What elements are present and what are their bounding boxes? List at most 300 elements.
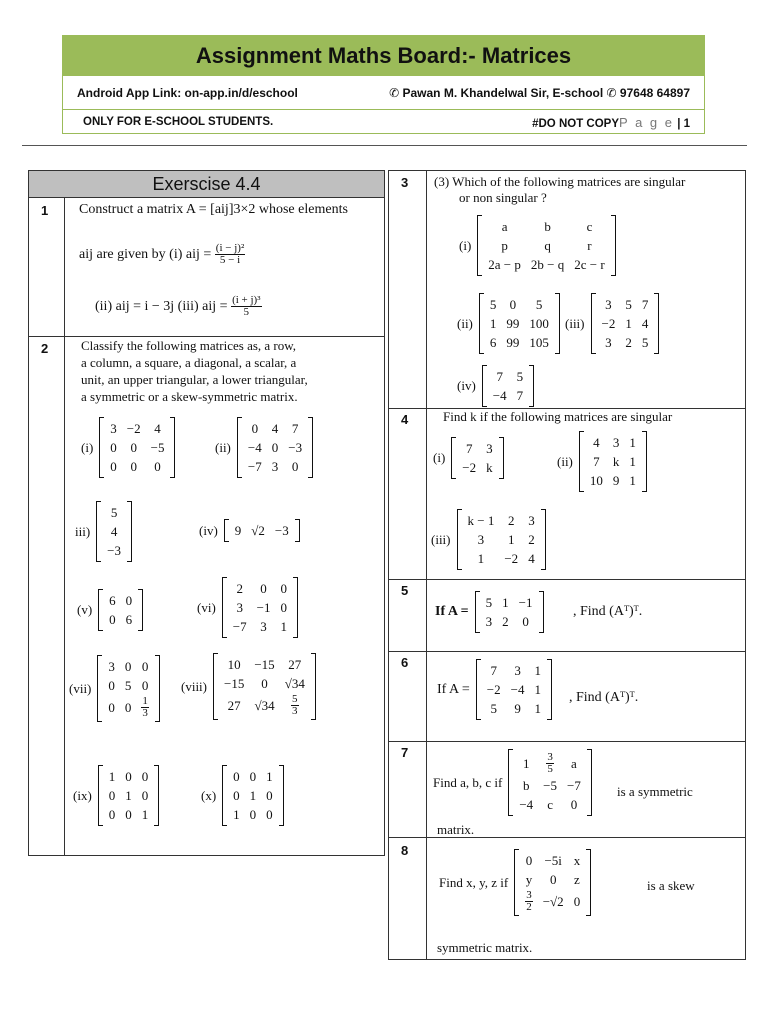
matrix-cell: 5 xyxy=(516,369,524,384)
matrix-row xyxy=(488,367,528,386)
matrix-cell: 0 xyxy=(125,593,133,608)
matrix-cell: 99 xyxy=(506,335,520,350)
matrix-cell: −15 xyxy=(254,657,275,672)
matrix-cell: 0 xyxy=(266,807,273,822)
matrix-cell: 1 xyxy=(502,595,509,610)
q4-matrix: (i) 7 3 −2 k xyxy=(433,437,504,479)
matrix-row xyxy=(105,419,169,438)
q2-text-1: Classify the following matrices as, a row, xyxy=(81,338,297,353)
q3-line2: or non singular ? xyxy=(459,190,547,205)
matrix-cell: 4 xyxy=(528,551,535,566)
notice-text: ONLY FOR E-SCHOOL STUDENTS. xyxy=(83,116,274,128)
phone-icon: ✆ xyxy=(389,85,403,100)
matrix-cell: 100 xyxy=(529,316,549,331)
matrix-brackets xyxy=(508,749,592,816)
matrix-cell: 0 xyxy=(233,769,240,784)
matrix-cell: 4 xyxy=(110,524,118,539)
q4-matrix: (ii) 4 3 1 7 k 1 10 9 1 xyxy=(557,431,647,492)
matrix-cell: 1 xyxy=(629,435,636,450)
q2-text-4: a symmetric or a skew-symmetric matrix. xyxy=(81,389,298,404)
matrix-row xyxy=(102,522,126,541)
matrix-cell: 0 xyxy=(124,700,132,715)
matrix-cell: 9 xyxy=(234,523,242,538)
matrix-cell: −2 xyxy=(601,316,616,331)
matrix-cell: 0 xyxy=(130,440,137,455)
matrix-cell: b xyxy=(523,778,530,793)
fraction: $\frac{\text{(i − j)²}}{5 - i}$ xyxy=(215,242,245,266)
left-question-table xyxy=(28,170,385,856)
matrix-row xyxy=(597,295,654,314)
matrix-cell: 7 xyxy=(490,663,497,678)
matrix-cell: 1 xyxy=(625,316,632,331)
q2-matrix: (vii) 3 0 0 0 5 0 0 0 $\frac{1}{3}$ xyxy=(69,655,160,722)
matrix-brackets xyxy=(96,501,132,562)
matrix-cell: 7 xyxy=(641,297,649,312)
matrix-row xyxy=(243,438,307,457)
matrix-cell: 6 xyxy=(125,612,133,627)
row-divider xyxy=(389,651,745,652)
matrix-row xyxy=(585,471,641,490)
matrix-cell: a xyxy=(571,756,577,771)
q2-matrix: (iv) 9 √2 −3 xyxy=(199,519,300,542)
matrix-cell: 0 xyxy=(249,769,257,784)
q2-matrix: (ix) 1 0 0 0 1 0 0 0 1 xyxy=(73,765,159,826)
matrix-row xyxy=(103,657,154,676)
matrix-cell: 0 xyxy=(141,769,149,784)
matrix-row xyxy=(457,458,497,477)
q1-line3: (ii) aij = i − 3j (iii) aij = $\frac{\text{(i + j)³}}{5}$ xyxy=(95,294,261,318)
header-divider xyxy=(22,145,747,146)
matrix-cell: 10 xyxy=(227,657,241,672)
matrix-cell: 105 xyxy=(529,335,549,350)
matrix-cell: 0 xyxy=(261,676,268,691)
matrix-cell: 5 xyxy=(625,297,632,312)
matrix-brackets xyxy=(224,519,300,542)
q3-matrix: (i) a b c p q r 2a − p 2b − q 2c − r xyxy=(459,215,616,276)
matrix-brackets xyxy=(451,437,503,479)
matrix-row xyxy=(104,591,137,610)
matrix-cell: 0 xyxy=(233,788,240,803)
matrix-cell: 0 xyxy=(549,872,557,887)
column-divider xyxy=(426,171,427,959)
q2-matrix: (vi) 2 0 0 3 −1 0 −7 3 1 xyxy=(197,577,298,638)
matrix-cell: 7 xyxy=(465,441,473,456)
matrix-cell: 0 xyxy=(141,678,149,693)
matrix-cell: 5 xyxy=(489,297,497,312)
header-box xyxy=(62,35,705,134)
q3-line1: (3) Which of the following matrices are singular xyxy=(434,174,686,189)
q2-matrix: (i) 3 −2 4 0 0 −5 0 0 0 xyxy=(81,417,175,478)
matrix-row xyxy=(102,503,126,522)
matrix-cell: 1 xyxy=(534,663,541,678)
matrix-cell: 1 xyxy=(280,619,287,634)
matrix-row xyxy=(483,217,609,236)
matrix-cell: 0 xyxy=(251,421,259,436)
matrix-cell: −2 xyxy=(462,460,477,475)
q1-line2: aij are given by (i) aij = $\frac{\text{(i − j)²}}{5 - i}$ xyxy=(79,242,245,266)
matrix-cell: √34 xyxy=(254,698,275,713)
matrix-row xyxy=(514,751,586,776)
matrix-cell: −√2 xyxy=(542,894,564,909)
q8-matrix: Find x, y, z if 0 −5i x y 0 z $\frac{3}{2}$ −√2 0 xyxy=(439,849,591,916)
question-number: 3 xyxy=(401,175,409,190)
matrix-cell: 3 xyxy=(477,532,485,547)
matrix-cell: 1 xyxy=(108,769,116,784)
matrix-cell: 0 xyxy=(108,700,115,715)
page-number: | 1 xyxy=(677,117,690,130)
matrix-cell: −5i xyxy=(544,853,562,868)
question-number: 7 xyxy=(401,745,409,760)
matrix-cell: −2 xyxy=(486,682,501,697)
matrix-cell: 0 xyxy=(154,459,161,474)
question-number: 8 xyxy=(401,843,409,858)
matrix-cell: 5 xyxy=(110,505,118,520)
matrix-row xyxy=(463,549,540,568)
q4-text: Find k if the following matrices are singular xyxy=(443,409,673,424)
q6-post: , Find (Aᵀ)ᵀ. xyxy=(569,690,639,705)
question-number: 5 xyxy=(401,583,409,598)
q7-post: is a symmetric xyxy=(617,784,693,799)
row-divider xyxy=(389,741,745,742)
q8-post2: symmetric matrix. xyxy=(437,940,533,955)
matrix-cell: 0 xyxy=(110,440,117,455)
matrix-cell: k xyxy=(612,454,620,469)
copy-notice: #DO NOT COPYP a g e | 1 xyxy=(532,114,690,130)
matrix-cell: $\frac{1}{3}$ xyxy=(142,695,148,719)
matrix-cell: 1 xyxy=(534,682,541,697)
matrix-cell: y xyxy=(525,872,533,887)
matrix-row xyxy=(463,511,540,530)
matrix-row xyxy=(228,767,278,786)
matrix-brackets xyxy=(222,577,298,638)
matrix-cell: 3 xyxy=(612,435,620,450)
matrix-cell: 1 xyxy=(489,316,497,331)
matrix-row xyxy=(104,767,154,786)
matrix-brackets xyxy=(457,509,546,570)
question-number: 4 xyxy=(401,412,409,427)
matrix-row xyxy=(102,541,126,560)
matrix-cell: 3 xyxy=(514,663,521,678)
matrix-cell: 2a − p xyxy=(488,257,521,272)
matrix-row xyxy=(105,457,169,476)
matrix-cell: c xyxy=(547,797,553,812)
matrix-cell: 0 xyxy=(570,797,578,812)
matrix-cell: 0 xyxy=(573,894,581,909)
matrix-cell: −4 xyxy=(510,682,525,697)
matrix-cell: 5 xyxy=(490,701,497,716)
matrix-cell: 1 xyxy=(233,807,240,822)
matrix-cell: −4 xyxy=(247,440,262,455)
matrix-cell: 0 xyxy=(108,678,115,693)
header-info-row xyxy=(63,76,704,110)
matrix-cell: 1 xyxy=(249,788,257,803)
matrix-cell: 1 xyxy=(141,807,149,822)
matrix-cell: 1 xyxy=(629,454,636,469)
matrix-cell: z xyxy=(574,872,580,887)
matrix-cell: 0 xyxy=(109,612,116,627)
matrix-cell: 3 xyxy=(486,441,493,456)
matrix-cell: 0 xyxy=(260,581,267,596)
matrix-cell: 4 xyxy=(641,316,649,331)
column-divider xyxy=(64,197,65,855)
matrix-brackets xyxy=(222,765,284,826)
matrix-cell: $\frac{5}{3}$ xyxy=(292,693,298,717)
matrix-cell: −7 xyxy=(247,459,262,474)
matrix-cell: 7 xyxy=(291,421,299,436)
matrix-row xyxy=(585,452,641,471)
matrix-brackets xyxy=(98,589,143,631)
matrix-row xyxy=(104,786,154,805)
matrix-cell: √34 xyxy=(284,676,305,691)
matrix-cell: 1 xyxy=(629,473,636,488)
matrix-cell: 0 xyxy=(266,788,273,803)
matrix-row xyxy=(219,655,310,674)
matrix-cell: 0 xyxy=(141,788,149,803)
matrix-brackets xyxy=(213,653,316,720)
matrix-row xyxy=(482,661,546,680)
matrix-row xyxy=(481,593,538,612)
q2-text-2: a column, a square, a diagonal, a scalar, a xyxy=(81,355,297,370)
matrix-row xyxy=(219,674,310,693)
matrix-cell: √2 xyxy=(251,523,265,538)
matrix-row xyxy=(104,610,137,629)
page-word: P a g e xyxy=(619,114,674,130)
matrix-cell: 3 xyxy=(260,619,267,634)
matrix-cell: 9 xyxy=(514,701,521,716)
matrix-cell: −3 xyxy=(288,440,303,455)
matrix-cell: 0 xyxy=(249,807,257,822)
matrix-brackets xyxy=(514,849,591,916)
matrix-cell: 3 xyxy=(110,421,117,436)
matrix-cell: 0 xyxy=(141,659,149,674)
question-number: 2 xyxy=(41,341,49,356)
matrix-cell: b xyxy=(544,219,551,234)
q6-matrix: If A = 7 3 1 −2 −4 1 5 9 1 xyxy=(437,659,552,720)
matrix-row xyxy=(482,680,546,699)
matrix-cell: 7 xyxy=(516,388,524,403)
q7-post2: matrix. xyxy=(437,822,475,837)
matrix-row xyxy=(520,851,585,870)
matrix-row xyxy=(485,314,554,333)
matrix-cell: 0 xyxy=(110,459,117,474)
exercise-title: Exerscise 4.4 xyxy=(29,171,384,198)
matrix-cell: 0 xyxy=(525,853,533,868)
matrix-row xyxy=(103,676,154,695)
q1-line1: Construct a matrix A = [aij]3×2 whose elements xyxy=(79,202,348,217)
right-question-table xyxy=(388,170,746,960)
matrix-cell: −5 xyxy=(150,440,165,455)
matrix-cell: −7 xyxy=(567,778,581,793)
question-number: 1 xyxy=(41,203,49,218)
page-title: Assignment Maths Board:- Matrices xyxy=(63,36,704,76)
q2-text-3: unit, an upper triangular, a lower triangular, xyxy=(81,372,308,387)
matrix-cell: $\frac{3}{5}$ xyxy=(547,751,553,775)
q8-post: is a skew xyxy=(647,878,695,893)
matrix-brackets xyxy=(479,293,560,354)
matrix-cell: 0 xyxy=(108,788,116,803)
matrix-cell: 2 xyxy=(528,532,535,547)
matrix-cell: c xyxy=(586,219,593,234)
q4-matrix: (iii) k − 1 2 3 3 1 2 1 −2 4 xyxy=(431,509,546,570)
matrix-cell: 0 xyxy=(280,600,287,615)
matrix-brackets xyxy=(98,765,160,826)
matrix-row xyxy=(520,889,585,914)
matrix-brackets xyxy=(579,431,647,492)
matrix-row xyxy=(228,617,292,636)
fraction: $\frac{\text{(i + j)³}}{5}$ xyxy=(232,294,261,318)
matrix-cell: 3 xyxy=(236,600,243,615)
question-number: 6 xyxy=(401,655,409,670)
matrix-row xyxy=(228,786,278,805)
matrix-cell: 1 xyxy=(477,551,485,566)
matrix-cell: 27 xyxy=(288,657,302,672)
matrix-row xyxy=(514,795,586,814)
q3-matrix: (iii) 3 5 7 −2 1 4 3 2 5 xyxy=(565,293,659,354)
matrix-cell: 2 xyxy=(502,614,509,629)
matrix-cell: 0 xyxy=(108,807,116,822)
q3-matrix: (ii) 5 0 5 1 99 100 6 99 105 xyxy=(457,293,560,354)
matrix-cell: 2 xyxy=(625,335,632,350)
matrix-cell: 0 xyxy=(124,659,132,674)
matrix-cell: q xyxy=(544,238,551,253)
matrix-cell: k − 1 xyxy=(467,513,495,528)
matrix-cell: 2 xyxy=(236,581,243,596)
matrix-cell: 9 xyxy=(612,473,620,488)
matrix-row xyxy=(103,695,154,720)
matrix-cell: −3 xyxy=(107,543,122,558)
matrix-cell: 4 xyxy=(593,435,600,450)
matrix-cell: −5 xyxy=(543,778,558,793)
q2-matrix: iii) 5 4 −3 xyxy=(75,501,132,562)
matrix-cell: 1 xyxy=(534,701,541,716)
matrix-row xyxy=(483,236,609,255)
matrix-cell: 0 xyxy=(522,614,529,629)
matrix-row xyxy=(597,314,654,333)
matrix-cell: x xyxy=(573,853,581,868)
matrix-cell: −4 xyxy=(519,797,534,812)
matrix-row xyxy=(463,530,540,549)
row-divider xyxy=(389,579,745,580)
matrix-row xyxy=(243,419,307,438)
matrix-cell: 0 xyxy=(271,440,279,455)
matrix-brackets xyxy=(482,365,534,407)
matrix-cell: 3 xyxy=(605,335,612,350)
matrix-cell: 1 xyxy=(508,532,515,547)
author-info: ✆ Pawan M. Khandelwal Sir, E-school ✆ 97648 64897 xyxy=(389,85,690,100)
matrix-cell: 10 xyxy=(589,473,603,488)
matrix-cell: 7 xyxy=(496,369,503,384)
matrix-row xyxy=(228,598,292,617)
matrix-cell: r xyxy=(587,238,592,253)
matrix-cell: 7 xyxy=(593,454,600,469)
matrix-row xyxy=(481,612,538,631)
matrix-cell: 3 xyxy=(485,614,493,629)
matrix-cell: 3 xyxy=(108,659,115,674)
q2-matrix: (v) 6 0 0 6 xyxy=(77,589,143,631)
matrix-cell: 5 xyxy=(124,678,132,693)
matrix-cell: 2c − r xyxy=(574,257,605,272)
q7-matrix: Find a, b, c if 1 $\frac{3}{5}$ a b −5 −7 −4 c 0 xyxy=(433,749,592,816)
matrix-cell: $\frac{3}{2}$ xyxy=(526,889,532,913)
matrix-row xyxy=(597,333,654,352)
matrix-cell: −2 xyxy=(504,551,519,566)
q5-matrix: If A = 5 1 −1 3 2 0 xyxy=(435,591,544,633)
matrix-row xyxy=(243,457,307,476)
matrix-cell: −4 xyxy=(492,388,507,403)
matrix-cell: 1 xyxy=(266,769,273,784)
matrix-cell: 3 xyxy=(528,513,535,528)
q5-post: , Find (Aᵀ)ᵀ. xyxy=(573,604,643,619)
matrix-row xyxy=(228,805,278,824)
matrix-brackets xyxy=(97,655,160,722)
matrix-row xyxy=(228,579,292,598)
matrix-cell: 0 xyxy=(130,459,137,474)
matrix-row xyxy=(514,776,586,795)
app-link[interactable]: Android App Link: on-app.in/d/eschool xyxy=(77,85,298,100)
header-notice-row xyxy=(63,110,704,134)
matrix-cell: −15 xyxy=(224,676,245,691)
matrix-cell: 5 xyxy=(485,595,493,610)
matrix-row xyxy=(483,255,609,274)
matrix-cell: 1 xyxy=(125,788,132,803)
matrix-cell: 1 xyxy=(523,756,530,771)
matrix-cell: −1 xyxy=(518,595,533,610)
matrix-cell: a xyxy=(501,219,508,234)
phone-icon: ✆ xyxy=(603,85,620,100)
matrix-cell: 5 xyxy=(641,335,649,350)
q2-matrix: (ii) 0 4 7 −4 0 −3 −7 3 0 xyxy=(215,417,313,478)
matrix-cell: 6 xyxy=(109,593,116,608)
matrix-row xyxy=(520,870,585,889)
matrix-row xyxy=(219,693,310,718)
matrix-cell: 2b − q xyxy=(530,257,565,272)
matrix-row xyxy=(585,433,641,452)
matrix-cell: −7 xyxy=(232,619,247,634)
matrix-row xyxy=(488,386,528,405)
matrix-cell: 3 xyxy=(271,459,279,474)
matrix-cell: 0 xyxy=(291,459,299,474)
matrix-cell: −1 xyxy=(256,600,271,615)
q2-matrix: (x) 0 0 1 0 1 0 1 0 0 xyxy=(201,765,284,826)
matrix-brackets xyxy=(475,591,544,633)
matrix-cell: 0 xyxy=(280,581,287,596)
matrix-cell: −2 xyxy=(126,421,141,436)
matrix-cell: 0 xyxy=(125,769,132,784)
matrix-cell: 4 xyxy=(154,421,161,436)
matrix-cell: k xyxy=(486,460,493,475)
matrix-row xyxy=(104,805,154,824)
q3-matrix: (iv) 7 5 −4 7 xyxy=(457,365,534,407)
matrix-cell: 6 xyxy=(489,335,497,350)
matrix-cell: 0 xyxy=(125,807,132,822)
matrix-brackets xyxy=(99,417,175,478)
matrix-row xyxy=(485,295,554,314)
phone-number: 97648 64897 xyxy=(619,85,690,100)
matrix-cell: 3 xyxy=(605,297,612,312)
matrix-row xyxy=(230,521,294,540)
matrix-brackets xyxy=(591,293,660,354)
matrix-row xyxy=(482,699,546,718)
matrix-cell: 99 xyxy=(506,316,520,331)
matrix-cell: 0 xyxy=(509,297,517,312)
matrix-row xyxy=(105,438,169,457)
matrix-brackets xyxy=(477,215,615,276)
matrix-cell: 5 xyxy=(535,297,543,312)
q2-matrix: (viii) 10 −15 27 −15 0 √34 27 √34 $\frac{5}{3}$ xyxy=(181,653,316,720)
matrix-cell: 4 xyxy=(271,421,279,436)
matrix-brackets xyxy=(237,417,313,478)
matrix-row xyxy=(485,333,554,352)
